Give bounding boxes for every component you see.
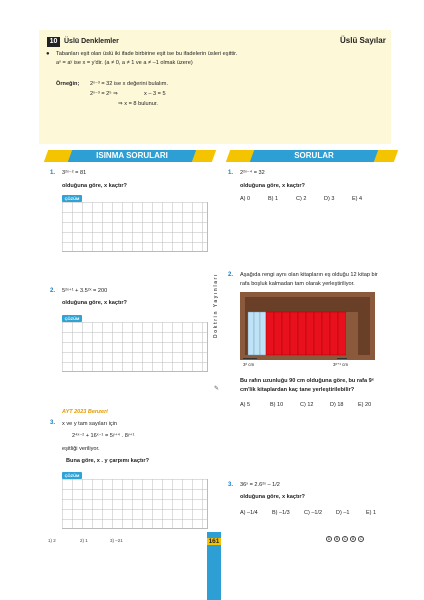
answer-circle-2: B bbox=[335, 537, 339, 541]
right-q1-expr: 2²ˣ⁻⁴ = 32 bbox=[240, 170, 265, 176]
left-q2-expr: 5²ˣ⁺¹ + 3.5²ˣ = 200 bbox=[62, 288, 108, 294]
right-q2-ask-1: Bu rafın uzunluğu 90 cm olduğuna göre, bu rafa 9ˣ bbox=[240, 378, 374, 384]
right-q2-intro-1: Aşağıda rengi aynı olan kitapların eş olduğu 12 kitap bir bbox=[240, 272, 378, 278]
dim-label-right: 3ˣ⁺¹ cm bbox=[333, 362, 349, 367]
right-q2-option-a: A) 5 bbox=[240, 402, 251, 408]
right-q3-option-e: E) 1 bbox=[366, 510, 377, 516]
left-q2-grid bbox=[62, 322, 208, 372]
example-line-2b: x – 3 = 5 bbox=[144, 91, 166, 97]
bookshelf-figure bbox=[240, 292, 375, 360]
right-q3-option-a: A) –1/4 bbox=[240, 510, 258, 516]
right-q1-option-d: D) 3 bbox=[324, 196, 335, 202]
example-line-1: 2ˣ⁻³ = 32 ise x değerini bulalım. bbox=[90, 81, 169, 87]
left-q1-expr: 3²ˣ⁻² = 81 bbox=[62, 170, 87, 176]
right-q3-option-b: B) –1/3 bbox=[272, 510, 290, 516]
rule-line-2: aˣ = aʸ ise x = y'dir. (a ≠ 0, a ≠ 1 ve a ≠ –1 olmak üzere) bbox=[56, 60, 193, 66]
left-q3-ask: Buna göre, x . y çarpımı kaçtır? bbox=[66, 458, 150, 464]
right-q1-option-c: C) 2 bbox=[296, 196, 307, 202]
right-q2-option-d: D) 18 bbox=[330, 402, 344, 408]
rule-line-1: Tabanları eşit olan üslü iki ifade birbirine eşit ise bu ifadelerin üsleri eşittir. bbox=[56, 51, 238, 57]
answer-circle-5: C bbox=[359, 537, 363, 541]
answer-circle-3: C bbox=[343, 537, 347, 541]
right-q1-option-b: B) 1 bbox=[268, 196, 279, 202]
right-q3-number: 3. bbox=[228, 482, 234, 488]
left-q3-number: 3. bbox=[50, 420, 56, 426]
example-line-2a: 2ˣ⁻³ = 2⁵ ⇒ bbox=[90, 91, 118, 97]
left-q3-solution-label: ÇÖZÜM bbox=[62, 472, 82, 479]
right-q2-number: 2. bbox=[228, 272, 234, 278]
rule-box bbox=[39, 30, 391, 144]
right-q1-option-e: E) 4 bbox=[352, 196, 363, 202]
left-q1-number: 1. bbox=[50, 170, 56, 176]
right-q3-ask: olduğuna göre, x kaçtır? bbox=[240, 494, 305, 500]
footer-answer-2: 2) 1 bbox=[80, 538, 88, 543]
right-q2-intro-2: rafa boşluk kalmadan tam olarak yerleştiriliyor. bbox=[240, 281, 355, 287]
dim-line-right bbox=[337, 358, 347, 359]
ayt-label: AYT 2023 Benzeri bbox=[62, 409, 108, 415]
left-q1-solution-label: ÇÖZÜM bbox=[62, 195, 82, 202]
left-q3-intro: x ve y tam sayıları için bbox=[62, 421, 118, 427]
bullet-icon: ● bbox=[46, 51, 50, 57]
right-q1-number: 1. bbox=[228, 170, 234, 176]
left-q3-verify: eşitliği veriliyor. bbox=[62, 446, 100, 452]
answer-key-circles bbox=[326, 536, 365, 542]
right-header: SORULAR bbox=[294, 151, 334, 160]
left-q3-expr: 2⁴ˣ⁻² + 16ˣ⁻¹ = 5ʸ⁺⁴ . 8ʸ⁺¹ bbox=[72, 433, 135, 439]
left-q1-ask: olduğuna göre, x kaçtır? bbox=[62, 183, 127, 189]
section-number: 10 bbox=[47, 37, 60, 47]
example-label: Örneğin; bbox=[56, 81, 80, 87]
footer-answer-3: 3) –21 bbox=[110, 538, 123, 543]
right-q1-ask: olduğuna göre, x kaçtır? bbox=[240, 183, 305, 189]
right-q2-option-b: B) 10 bbox=[270, 402, 284, 408]
left-q1-grid bbox=[62, 202, 208, 252]
right-q2-option-c: C) 12 bbox=[300, 402, 314, 408]
example-line-3: ⇒ x = 8 bulunur. bbox=[118, 101, 158, 107]
dim-line-left bbox=[243, 358, 257, 359]
right-q3-expr: 36ˣ = 2.6²ˣ – 1/2 bbox=[240, 482, 280, 488]
page-title: Üslü Sayılar bbox=[340, 36, 386, 45]
left-q2-solution-label: ÇÖZÜM bbox=[62, 315, 82, 322]
section-title: Üslü Denklemler bbox=[64, 38, 119, 45]
right-q3-option-d: D) –1 bbox=[336, 510, 350, 516]
left-q2-number: 2. bbox=[50, 288, 56, 294]
right-q1-option-a: A) 0 bbox=[240, 196, 251, 202]
right-q2-ask-2: cm'lik kitaplardan kaç tane yerleştirilebilir? bbox=[240, 387, 355, 393]
left-q3-grid bbox=[62, 479, 208, 529]
left-q2-ask: olduğuna göre, x kaçtır? bbox=[62, 300, 127, 306]
left-header: ISINMA SORULARI bbox=[96, 151, 168, 160]
footer-answer-1: 1) 2 bbox=[48, 538, 56, 543]
logo-icon: ✎ bbox=[214, 386, 220, 392]
answer-circle-1: D bbox=[327, 537, 331, 541]
right-q2-option-e: E) 20 bbox=[358, 402, 372, 408]
page-number: 161 bbox=[208, 538, 220, 545]
side-publisher-text: Doktrin Yayınları bbox=[213, 273, 219, 338]
right-q3-option-c: C) –1/2 bbox=[304, 510, 323, 516]
dim-label-left: 3ˣ cm bbox=[243, 362, 255, 367]
answer-circle-4: B bbox=[352, 537, 355, 541]
